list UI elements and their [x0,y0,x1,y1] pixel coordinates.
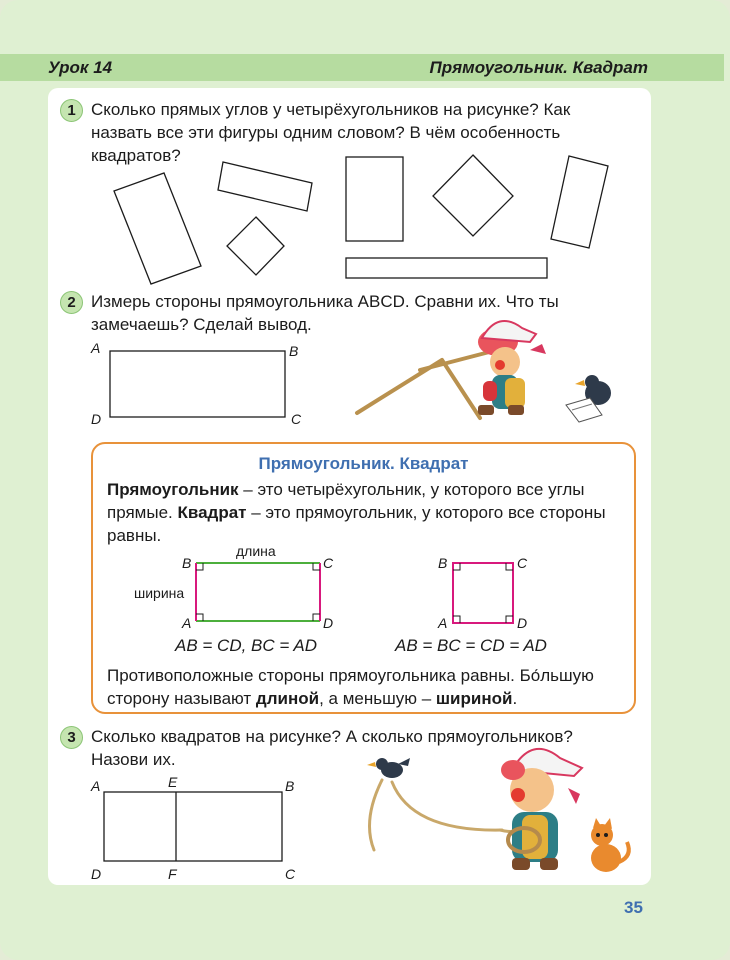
width-label: ширина [134,585,185,601]
rope [370,780,531,850]
task-2-number: 2 [60,291,83,314]
rect-point-b: B [182,555,192,571]
bottom-text-part: . [512,689,518,708]
task-1-line: Сколько прямых углов у четырёхугольников на рисунке? Как [91,100,571,119]
task-1-number: 1 [60,99,83,122]
cat-figure [591,818,629,872]
point-b: B [289,343,299,359]
task-1-line: квадратов? [91,146,181,165]
definition-title: Прямоугольник. Квадрат [258,454,469,473]
square-definition: – это прямоугольник, у которого все стороны равны. [107,503,606,545]
square-point-a: A [438,615,448,631]
rect-point-a: A [182,615,192,631]
t3-point-a: A [91,778,101,794]
length-label: длина [236,543,276,559]
point-c: C [291,411,302,427]
t3-point-f: F [168,866,177,882]
width-term: шириной [435,689,513,708]
t3-point-c: C [285,866,296,882]
task-3-line: Сколько квадратов на рисунке? А сколько прямоугольников? [91,727,573,746]
crow-on-rope [367,758,410,778]
square-point-b: B [438,555,448,571]
square-point-c: C [517,555,528,571]
page-number: 35 [624,898,643,917]
t3-point-e: E [168,774,178,790]
point-d: D [91,411,102,427]
task-3-number: 3 [60,726,83,749]
lesson-number: Урок 14 [48,58,113,77]
task-3-line: Назови их. [91,750,176,769]
point-a: A [91,340,101,356]
square-point-d: D [517,615,528,631]
clown-with-rope [501,749,582,870]
bottom-text-part: , а меньшую – [319,689,436,708]
task-1-line: назвать все эти фигуры одним словом? В чём особенность [91,123,561,142]
rect-point-c: C [323,555,334,571]
bottom-text-part: Противоположные стороны прямоугольника равны. Бо́льшую сторону называют [107,666,594,708]
lesson-title: Прямоугольник. Квадрат [429,58,648,77]
square-term: Квадрат [177,503,247,522]
task-2-line: замечаешь? Сделай вывод. [91,315,312,334]
rectangle-formula: AB = CD, BC = AD [175,636,318,655]
rect-point-d: D [323,615,334,631]
square-formula: AB = BC = CD = AD [395,636,547,655]
t3-point-d: D [91,866,102,882]
rectangle-term: Прямоугольник [107,480,239,499]
task-2-line: Измерь стороны прямоугольника ABCD. Сравни их. Что ты [91,292,559,311]
t3-point-b: B [285,778,295,794]
length-term: длиной [255,689,320,708]
rectangle-definition: – это четырёхугольник, у которого все углы прямые. [107,480,585,522]
